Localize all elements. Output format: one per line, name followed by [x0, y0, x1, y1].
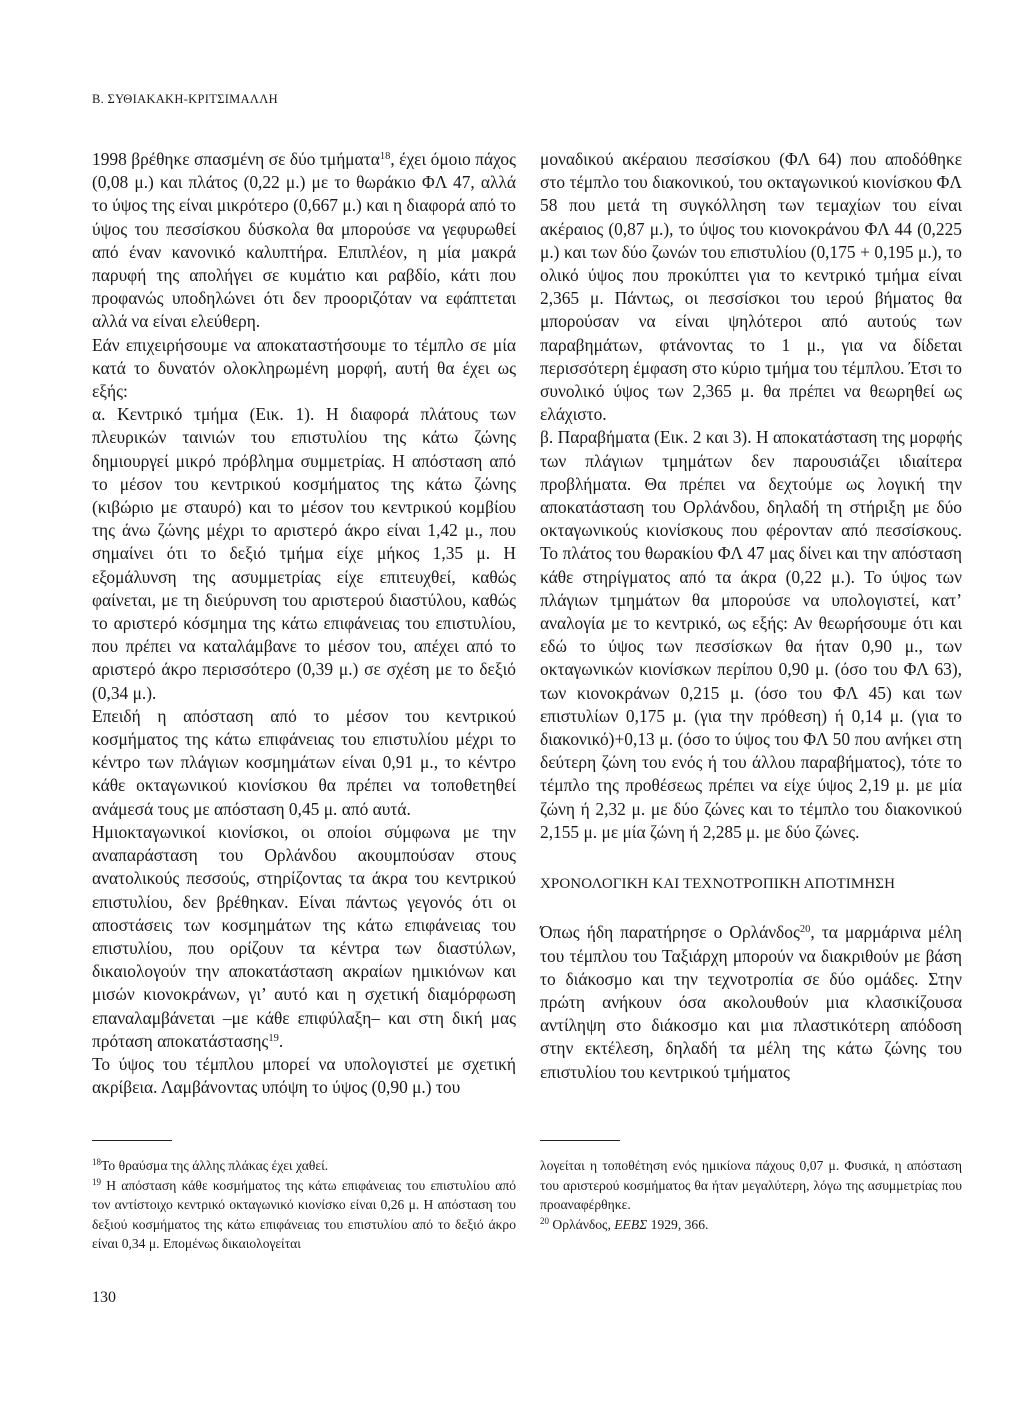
footnotes-left [92, 1156, 516, 1254]
paragraph: α. Κεντρικό τμήμα (Εικ. 1). Η διαφορά πλάτους των πλευρικών ταινιών του επιστυλίου της κάτω ζώνης δημιουργεί μικρό πρόβλημα συμμετρίας. Η απόσταση από το μέσον του κεντρικού κοσμήματος της κάτω ζώνης (κιβώριο με σταυρό) και το μέσον του κεντρικού κομβίου της άνω ζώνης μέχρι το αριστερό άκρο είναι 1,42 μ., που σημαίνει ότι το δεξιό τμήμα είχε μήκος 1,35 μ. Η εξομάλυνση της ασυμμετρίας είχε επιτευχθεί, καθώς φαίνεται, με τη διεύρυνση του αριστερού διαστύλου, καθώς το αριστερό κόσμημα της κάτω επιφάνειας του επιστυλίου, που πρέπει να καταλάμβανε το μέσον του, απέχει από το αριστερό άκρο περισσότερο (0,39 μ.) σε σχέση με το δεξιό (0,34 μ.). [92, 404, 516, 703]
footnote-ref[interactable]: 20 [799, 924, 811, 936]
right-column [540, 148, 962, 1084]
paragraph: Επειδή η απόσταση από το μέσον του κεντρικού κοσμήματος της κάτω επιφάνειας του επιστυλίου μέχρι το κέντρο των πλάγιων κοσμημάτων είναι 0,91 μ., το κέντρο κάθε οκταγωνικού κιονίσκου θα πρέπει να τοποθετηθεί ανάμεσά τους με απόσταση 0,45 μ. από αυτά. [92, 705, 516, 819]
footnote-19-continued: λογείται η τοποθέτηση ενός ημικίονα πάχους 0,07 μ. Φυσικά, η απόσταση του αριστερού κοσμήματος θα ήταν μεγαλύτερη, λόγω της ασυμμετρίας που προαναφέρθηκε. [540, 1158, 962, 1212]
footnote-19: $^{19}$ Η απόσταση κάθε κοσμήματος της κάτω επιφάνειας του επιστυλίου από τον αντίστοιχο κεντρικό οκταγωνικό κιονίσκο είναι 0,26 μ. Η απόσταση του δεξιού κοσμήματος της κάτω επιφάνειας του επιστυλίου από το δεξιό άκρο είναι 0,34 μ. Επομένως δικαιολογείται [92, 1176, 516, 1251]
paragraph: 1998 βρέθηκε σπασμένη σε δύο τμήματα$^{18}$, έχει όμοιο πάχος (0,08 μ.) και πλάτος (0,22 μ.) με το θωράκιο ΦΛ 47, αλλά το ύψος της είναι μικρότερο (0,667 μ.) και η διαφορά από το ύψος του πεσσίσκου δύσκολα θα μπορούσε να γεφυρωθεί από έναν κανονικό καλυπτήρα. Επιπλέον, η μία μακρά παρυφή της απολήγει σε κυμάτιο και ραβδίο, κάτι που προφανώς υποδηλώνει ότι δεν προοριζόταν να εφάπτεται αλλά να είναι ελεύθερη. [92, 149, 517, 332]
paragraph: Το ύψος του τέμπλου μπορεί να υπολογιστεί με σχετική ακρίβεια. Λαμβάνοντας υπόψη το ύψος (0,90 μ.) του [92, 1053, 516, 1098]
footnote-rule [92, 1140, 172, 1141]
footnotes-right [540, 1156, 962, 1234]
running-head: B. ΣΥΘΙΑΚΑΚΗ-ΚΡΙΤΣΙΜΑΛΛΗ [92, 92, 278, 106]
paragraph: Όπως ήδη παρατήρησε ο Ορλάνδος$^{20}$, τα μαρμάρινα μέλη του τέμπλου του Ταξιάρχη μπορούν να διακριθούν με βάση το διάκοσμο και την τεχνοτροπία σε δύο ομάδες. Στην πρώτη ανήκουν όσα ακολουθούν μια κλασικίζουσα αντίληψη στο διάκοσμο και μια πλαστικότερη απόδοση στην εκτέλεση, δηλαδή τα μέλη της κάτω ζώνης του επιστυλίου του κεντρικού τμήματος [540, 922, 963, 1082]
paragraph: μοναδικού ακέραιου πεσσίσκου (ΦΛ 64) που αποδόθηκε στο τέμπλο του διακονικού, του οκταγωνικού κιονίσκου ΦΛ 58 που μετά τη συγκόλληση των τεμαχίων του είναι ακέραιος (0,87 μ.), το ύψος του κιονοκράνου ΦΛ 44 (0,225 μ.) και των δύο ζωνών του επιστυλίου (0,175 + 0,195 μ.), το ολικό ύψος που προκύπτει για το κεντρικό τμήμα είναι 2,365 μ. Πάντως, οι πεσσίσκοι του ιερού βήματος θα μπορούσαν να είναι ψηλότεροι από αυτούς των παραβημάτων, φτάνοντας το 1 μ., για να δίδεται περισσότερη έμφαση στο κύριο τμήμα του τέμπλου. Έτσι το συνολικό ύψος των 2,365 μ. θα πρέπει να θεωρηθεί ως ελάχιστο. [540, 149, 962, 425]
footnote-ref[interactable]: 19 [268, 1032, 279, 1044]
footnote-18: $^{18}$Το θραύσμα της άλλης πλάκας έχει χαθεί. [92, 1157, 329, 1173]
page-number: 130 [92, 1289, 116, 1306]
section-heading: ΧΡΟΝΟΛΟΓΙΚΗ ΚΑΙ ΤΕΧΝΟΤΡΟΠΙΚΗ ΑΠΟΤΙΜΗΣΗ [540, 876, 896, 893]
footnote-ref[interactable]: 18 [379, 151, 391, 162]
paragraph: Εάν επιχειρήσουμε να αποκαταστήσουμε το τέμπλο σε μία κατά το δυνατόν ολοκληρωμένη μορφή, αυτή θα έχει ως εξής: [92, 334, 516, 402]
left-column [92, 148, 516, 1099]
paragraph: Ημιοκταγωνικοί κιονίσκοι, οι οποίοι σύμφωνα με την αναπαράσταση του Ορλάνδου ακουμπούσαν στους ανατολικούς πεσσούς, στηρίζοντας τα άκρα του κεντρικού επιστυλίου, δεν βρέθηκαν. Είναι πάντως γεγονός ότι οι αποστάσεις των κοσμημάτων της κάτω επιφάνειας του επιστυλίου, που ορίζουν τα κέντρα των διαστύλων, δικαιολογούν την αποκατάσταση ακραίων ημικιόνων και μισών κιονοκράνων, γι’ αυτό και η σχετική διαμόρφωση επαναλαμβάνεται –με κάθε επιφύλαξη– και στη δική μας πρόταση αποκατάστασης$^{19}$. [92, 821, 516, 1051]
footnote-20: $^{20}$ Ορλάνδος, ΕΕΒΣ 1929, 366. [540, 1215, 709, 1232]
footnote-rule [540, 1140, 620, 1141]
paragraph: β. Παραβήματα (Εικ. 2 και 3). Η αποκατάσταση της μορφής των πλάγιων τμημάτων δεν παρουσιάζει ιδιαίτερα προβλήματα. Θα πρέπει να δεχτούμε ως λογική την αποκατάσταση του Ορλάνδου, δηλαδή τη στήριξη με δύο οκταγωνικούς κιονίσκους που φέρονταν από πεσσίσκους. Το πλάτος του θωρακίου ΦΛ 47 μας δίνει και την απόσταση κάθε στηρίγματος από τα άκρα (0,22 μ.). Το ύψος των πλάγιων τμημάτων θα μπορούσε να υπολογιστεί, κατ’ αναλογία με το κεντρικό, ως εξής: Αν θεωρήσουμε ότι και εδώ το ύψος των πεσσίσκων θα ήταν 0,90 μ., των οκταγωνικών κιονίσκων περίπου 0,90 μ. (όσο του ΦΛ 63), των κιονοκράνων 0,215 μ. (όσο του ΦΛ 45) και των επιστυλίων 0,175 μ. (για την πρόθεση) ή 0,14 μ. (για το διακονικό)+0,13 μ. (όσο το ύψος του ΦΛ 50 που ανήκει στη δεύτερη ζώνη του ενός ή του άλλου παραβήματος), τότε το τέμπλο της προθέσεως πρέπει να είχε ύψος 2,19 μ. με μία ζώνη ή 2,32 μ. με δύο ζώνες και το τέμπλο του διακονικού 2,155 μ. με μία ζώνη ή 2,285 μ. με δύο ζώνες. [540, 427, 962, 842]
